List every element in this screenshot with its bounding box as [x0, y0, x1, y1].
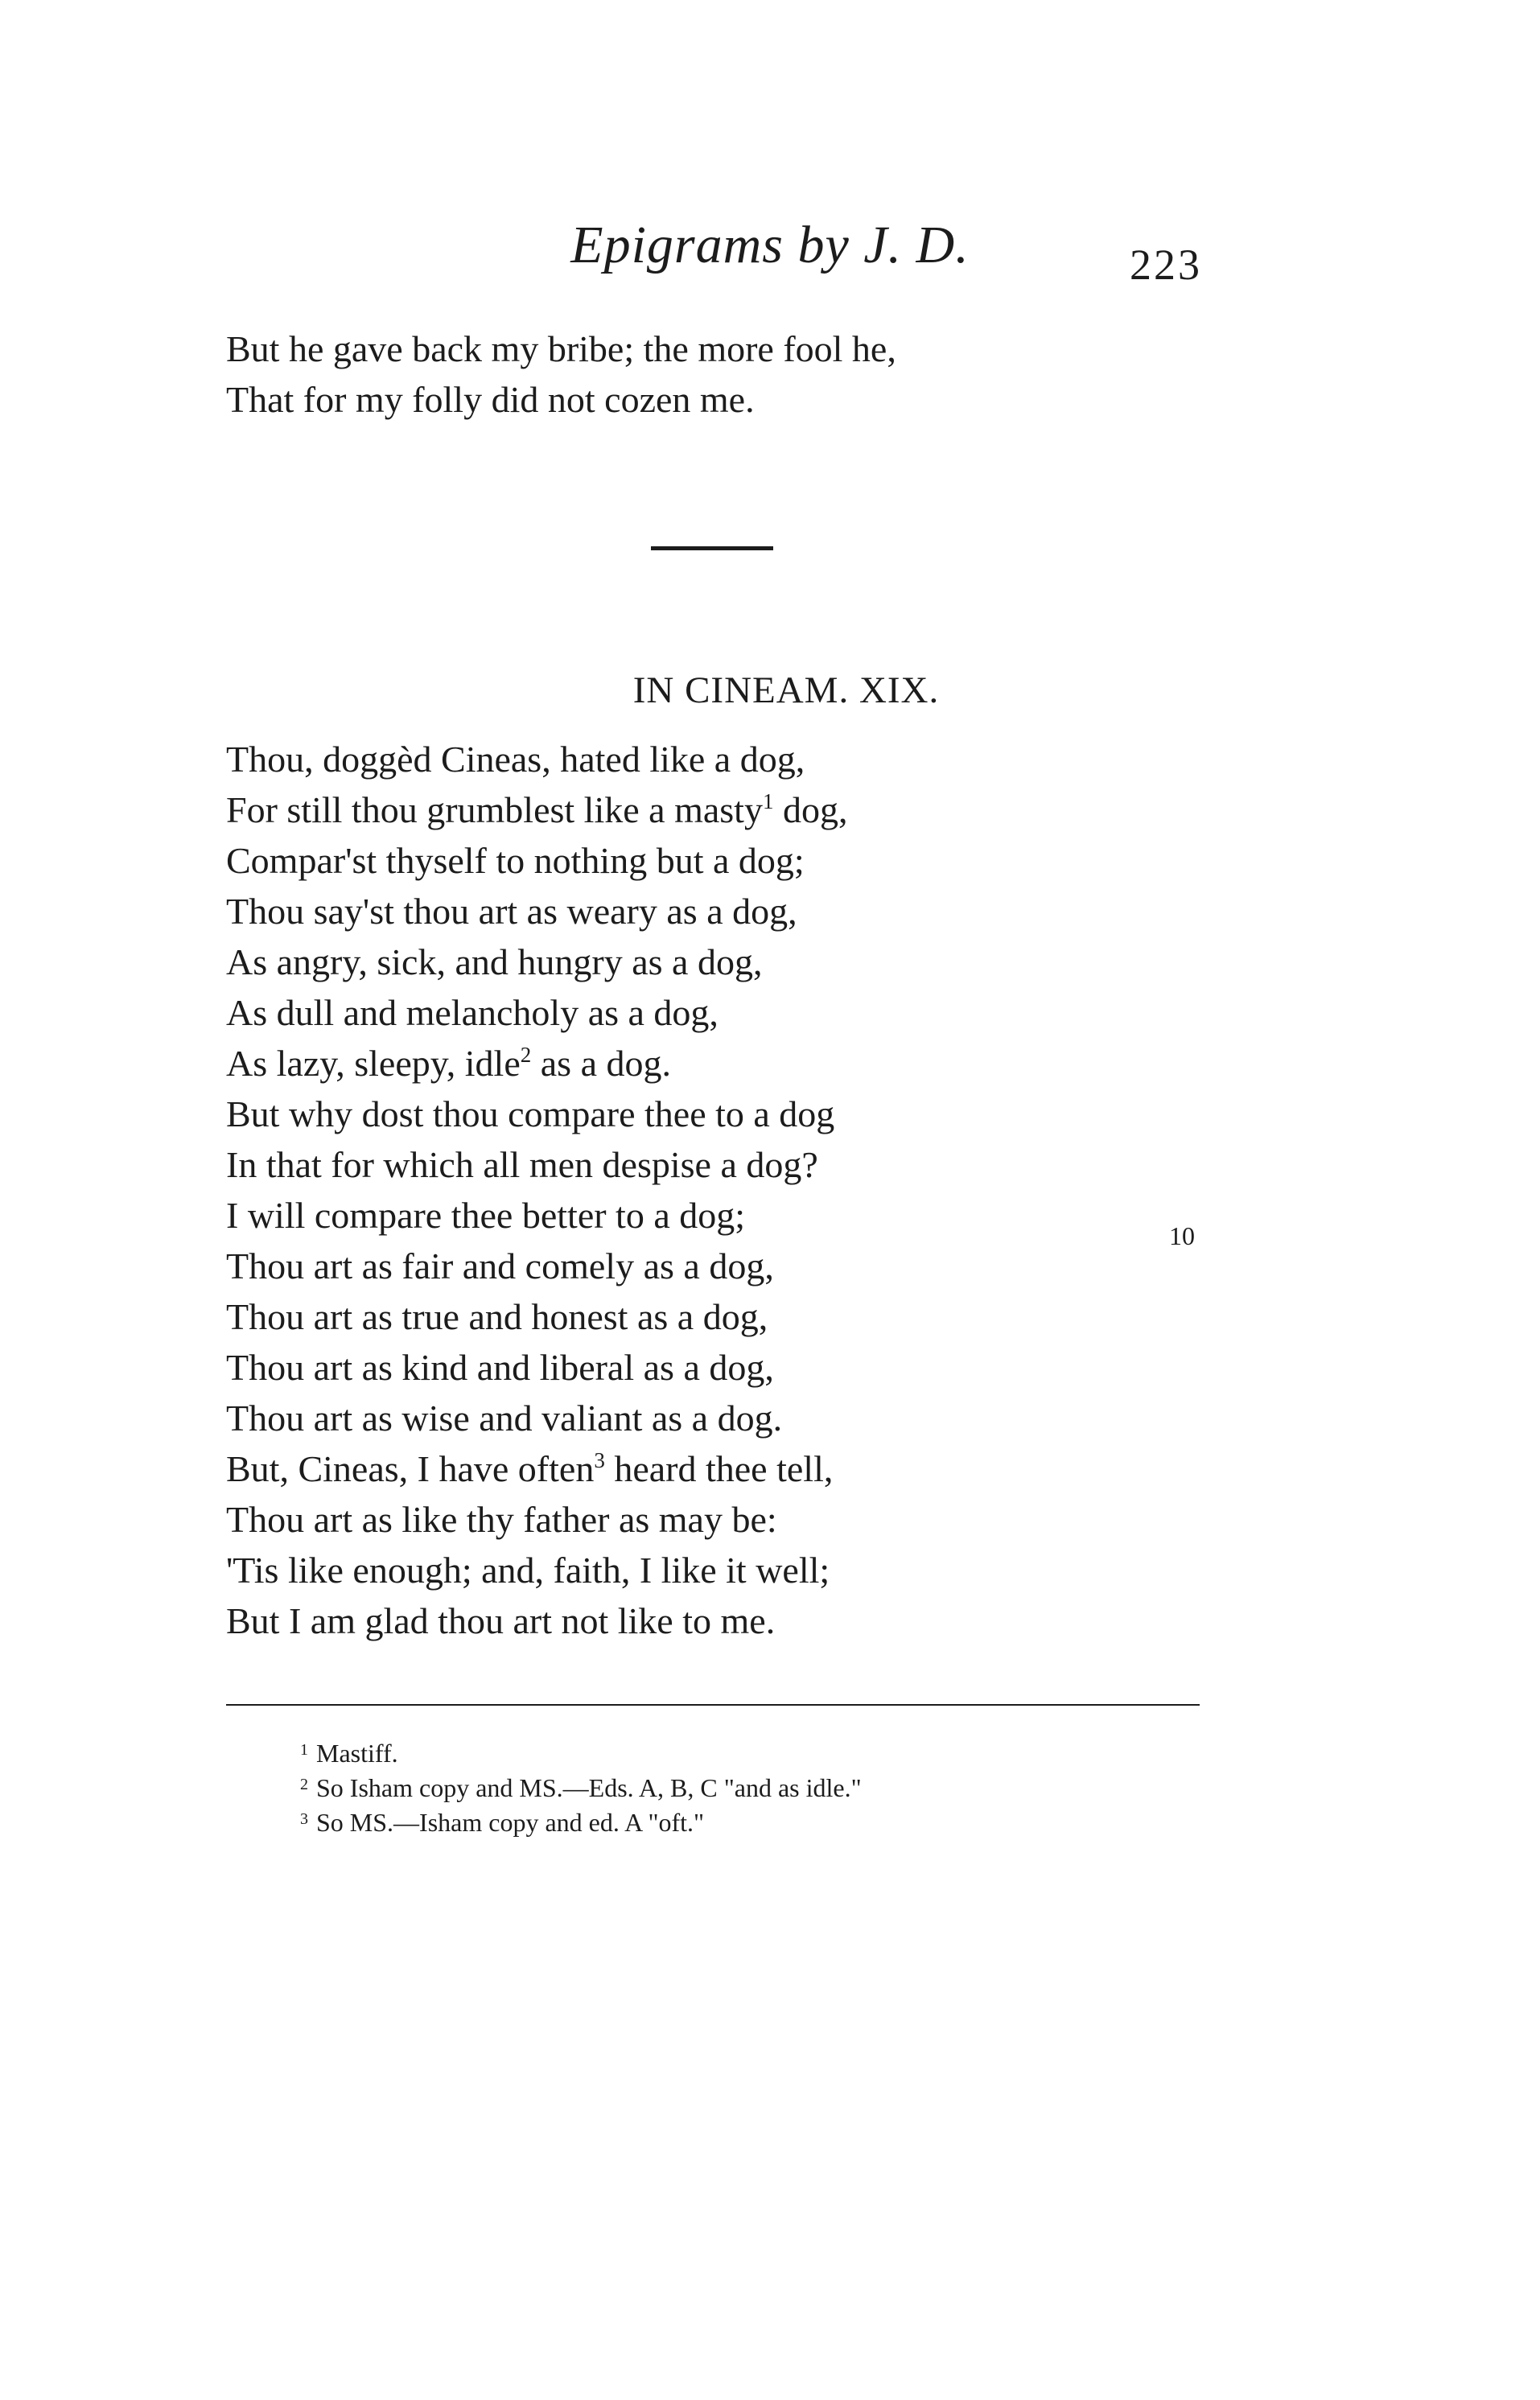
footnote-rule	[226, 1704, 1200, 1706]
verse-line: I will compare thee better to a dog;	[226, 1195, 746, 1236]
footnote-mark: 1	[300, 1741, 308, 1759]
verse-line: As dull and melancholy as a dog,	[226, 992, 719, 1033]
footnote: $^1$ Mastiff.	[300, 1739, 398, 1768]
running-header-title: Epigrams by J. D.	[570, 216, 970, 274]
verse-line: As angry, sick, and hungry as a dog,	[226, 941, 763, 982]
line-number-marker: 10	[1169, 1221, 1195, 1250]
verse-line: But, Cineas, I have often$^3$ heard thee tell,	[226, 1448, 834, 1489]
footnote-reference: 2	[520, 1043, 532, 1067]
verse-line: Thou, doggèd Cineas, hated like a dog,	[226, 739, 805, 780]
footnote: $^3$ So MS.—Isham copy and ed. A "oft."	[300, 1808, 705, 1837]
poem-body	[226, 734, 847, 1646]
footnote-reference: 3	[594, 1448, 605, 1472]
verse-line: Compar'st thyself to nothing but a dog;	[226, 840, 805, 881]
footnote: $^2$ So Isham copy and MS.—Eds. A, B, C "and as idle."	[300, 1773, 862, 1802]
footnote-mark: 2	[300, 1776, 308, 1793]
footnote-mark: 3	[300, 1810, 308, 1828]
verse-line: Thou art as fair and comely as a dog,	[226, 1245, 774, 1286]
verse-line: 'Tis like enough; and, faith, I like it well;	[226, 1550, 830, 1591]
verse-line: But I am glad thou art not like to me.	[226, 1600, 776, 1641]
verse-line: Thou say'st thou art as weary as a dog,	[226, 891, 797, 932]
verse-line: That for my folly did not cozen me.	[226, 379, 755, 420]
section-divider	[651, 546, 773, 550]
verse-line: As lazy, sleepy, idle$^2$ as a dog.	[226, 1043, 672, 1084]
previous-poem-ending	[226, 323, 896, 425]
verse-line: But why dost thou compare thee to a dog	[226, 1093, 835, 1134]
footnote-reference: 1	[762, 789, 774, 813]
verse-line: Thou art as like thy father as may be:	[226, 1499, 777, 1540]
verse-line: In that for which all men despise a dog?	[226, 1144, 818, 1185]
verse-line: But he gave back my bribe; the more fool he,	[226, 328, 896, 369]
poem-title: IN CINEAM. XIX.	[632, 669, 940, 711]
verse-line: Thou art as true and honest as a dog,	[226, 1296, 768, 1337]
verse-line: Thou art as wise and valiant as a dog.	[226, 1398, 783, 1439]
footnotes	[300, 1736, 862, 1840]
verse-line: For still thou grumblest like a masty$^1$ dog,	[226, 789, 848, 830]
page-number: 223	[1130, 241, 1202, 289]
verse-line: Thou art as kind and liberal as a dog,	[226, 1347, 774, 1388]
